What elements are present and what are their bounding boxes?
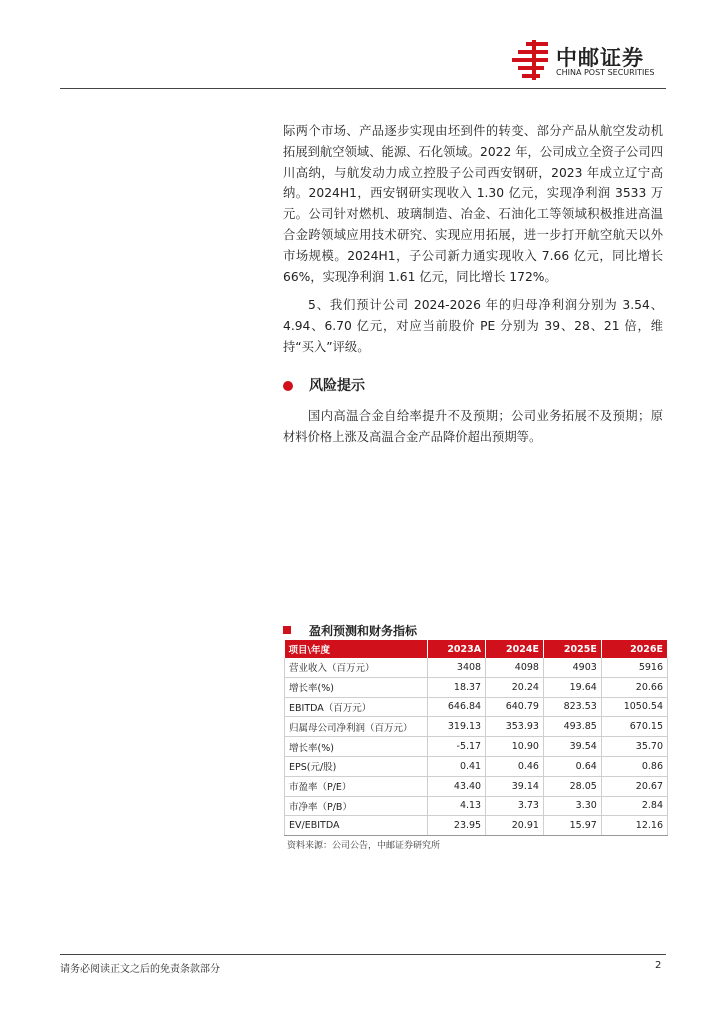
table-header-cell: 2026E [601,640,667,658]
risk-paragraph: 国内高温合金自给率提升不及预期；公司业务拓展不及预期；原材料价格上涨及高温合金产品降价超出预期等。 [283,409,663,444]
table-cell: 43.40 [427,776,486,796]
table-source-note: 资料来源：公司公告，中邮证券研究所 [287,841,441,851]
table-cell: 20.67 [601,776,667,796]
row-label: 增长率(%) [285,737,428,757]
table-cell: 0.46 [486,756,544,776]
table-row [285,697,668,717]
table-header-cell: 2025E [543,640,601,658]
logo-english-name: CHINA POST SECURITIES [556,68,655,77]
section-bullet-icon [283,381,293,391]
table-cell: 0.64 [543,756,601,776]
body-text-block [283,121,663,358]
table-row [285,737,668,757]
table-cell: 12.16 [601,816,667,836]
china-post-logo-icon [512,40,552,80]
table-cell: 39.14 [486,776,544,796]
table-cell: 18.37 [427,677,486,697]
table-cell: 1050.54 [601,697,667,717]
row-label: EV/EBITDA [285,816,428,836]
row-label: EBITDA（百万元） [285,697,428,717]
paragraph-forecast: 5、我们预计公司 2024-2026 年的归母净利润分别为 3.54、4.94、6.70 亿元，对应当前股价 PE 分别为 39、28、21 倍，维持“买入”评级。 [283,298,663,354]
table-cell: 3.30 [543,796,601,816]
row-label: 营业收入（百万元） [285,658,428,677]
footer-disclaimer: 请务必阅读正文之后的免责条款部分 [60,964,220,975]
table-header-cell: 2023A [427,640,486,658]
table-cell: 646.84 [427,697,486,717]
table-header-cell: 2024E [486,640,544,658]
logo-chinese-name: 中邮证券 [556,46,644,70]
table-title: 盈利预测和财务指标 [309,624,418,638]
row-label: 归属母公司净利润（百万元） [285,717,428,737]
table-row [285,816,668,836]
risk-text-block [283,406,663,448]
table-cell: 23.95 [427,816,486,836]
table-cell: 3.73 [486,796,544,816]
table-cell: 640.79 [486,697,544,717]
table-cell: 353.93 [486,717,544,737]
table-cell: 493.85 [543,717,601,737]
table-cell: 20.91 [486,816,544,836]
row-label: EPS(元/股) [285,756,428,776]
page-header [0,0,724,92]
table-cell: 4.13 [427,796,486,816]
row-label: 市盈率（P/E） [285,776,428,796]
table-cell: 0.86 [601,756,667,776]
row-label: 增长率(%) [285,677,428,697]
table-row [285,658,668,677]
table-cell: 319.13 [427,717,486,737]
table-cell: 4098 [486,658,544,677]
table-cell: 20.24 [486,677,544,697]
table-row [285,717,668,737]
header-divider [60,88,666,89]
table-cell: 0.41 [427,756,486,776]
table-cell: 2.84 [601,796,667,816]
table-cell: 20.66 [601,677,667,697]
table-cell: 19.64 [543,677,601,697]
table-row [285,776,668,796]
table-cell: 4903 [543,658,601,677]
table-header-cell: 项目\年度 [285,640,428,658]
table-row [285,677,668,697]
risk-section-heading [283,375,663,397]
risk-section-title: 风险提示 [309,378,365,394]
table-cell: 670.15 [601,717,667,737]
page-number: 2 [655,960,662,971]
table-cell: 823.53 [543,697,601,717]
table-cell: 10.90 [486,737,544,757]
table-cell: 39.54 [543,737,601,757]
caption-square-icon [283,626,291,634]
paragraph-business-expansion: 际两个市场、产品逐步实现由坯到件的转变、部分产品从航空发动机拓展到航空领域、能源、石化领域。2022 年，公司成立全资子公司四川高纳，与航发动力成立控股子公司西安钢研，2023 年成立辽宁高纳。2024H1，西安钢研实现收入 1.30 亿元，实现净利润 3533 万元。公司针对燃机、玻璃制造、冶金、石油化工等领域积极推进高温合金跨领域应用技术研究、实现应用拓展，进一步打开航空航天以外市场规模。2024H1，子公司新力通实现收入 7.66 亿元，同比增长 66%，实现净利润 1.61 亿元，同比增长 172%。 [283,124,663,284]
financial-forecast-table [284,640,668,836]
table-row [285,796,668,816]
table-cell: 28.05 [543,776,601,796]
table-row [285,756,668,776]
table-cell: 3408 [427,658,486,677]
company-logo [512,40,667,82]
row-label: 市净率（P/B） [285,796,428,816]
table-cell: -5.17 [427,737,486,757]
table-cell: 5916 [601,658,667,677]
table-cell: 15.97 [543,816,601,836]
table-cell: 35.70 [601,737,667,757]
footer-divider [60,954,666,955]
table-header-row [285,640,668,658]
table-caption [283,622,667,640]
